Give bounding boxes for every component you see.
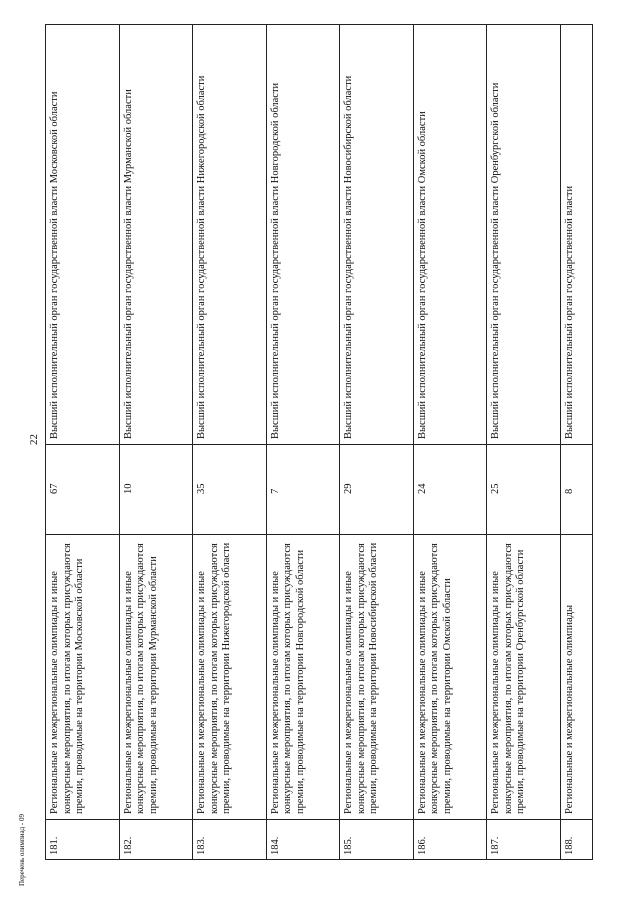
olympiad-name: Региональные и межрегиональные олимпиады и иные конкурсные мероприятия, по итогам которых присуждаются премии, проводимые на территории Нижегородской области	[193, 535, 267, 820]
olympiad-name: Региональные и межрегиональные олимпиады и иные конкурсные мероприятия, по итогам которых присуждаются премии, проводимые на территории Омской области	[413, 535, 487, 820]
olympiad-name: Региональные и межрегиональные олимпиады	[560, 535, 592, 820]
olympiad-count: 35	[193, 445, 267, 535]
olympiad-name: Региональные и межрегиональные олимпиады и иные конкурсные мероприятия, по итогам которых присуждаются премии, проводимые на территории Мурманской области	[119, 535, 193, 820]
organizer: Высший исполнительный орган государственной власти Мурманской области	[119, 25, 193, 445]
olympiad-count: 67	[46, 445, 120, 535]
table-row	[266, 25, 340, 860]
olympiad-table	[45, 24, 593, 860]
olympiad-count: 8	[560, 445, 592, 535]
table-row	[560, 25, 592, 860]
row-number: 183.	[193, 820, 267, 860]
organizer: Высший исполнительный орган государственной власти Новосибирской области	[340, 25, 414, 445]
olympiad-name: Региональные и межрегиональные олимпиады и иные конкурсные мероприятия, по итогам которых присуждаются премии, проводимые на территории Новгородской области	[266, 535, 340, 820]
olympiad-count: 10	[119, 445, 193, 535]
table-row	[340, 25, 414, 860]
table-row	[193, 25, 267, 860]
table-row	[46, 25, 120, 860]
table-row	[413, 25, 487, 860]
olympiad-count: 25	[487, 445, 561, 535]
organizer: Высший исполнительный орган государственной власти Омской области	[413, 25, 487, 445]
olympiad-count: 7	[266, 445, 340, 535]
row-number: 188.	[560, 820, 592, 860]
organizer: Высший исполнительный орган государственной власти Нижегородской области	[193, 25, 267, 445]
olympiad-name: Региональные и межрегиональные олимпиады и иные конкурсные мероприятия, по итогам которых присуждаются премии, проводимые на территории Московской области	[46, 535, 120, 820]
page-number: 22	[28, 434, 40, 445]
organizer: Высший исполнительный орган государственной власти Новгородской области	[266, 25, 340, 445]
row-number: 184.	[266, 820, 340, 860]
row-number: 182.	[119, 820, 193, 860]
olympiad-table-rotated	[45, 25, 593, 860]
row-number: 185.	[340, 820, 414, 860]
footer-note: Перечень олимпиад - 09	[18, 814, 26, 886]
row-number: 187.	[487, 820, 561, 860]
row-number: 186.	[413, 820, 487, 860]
organizer: Высший исполнительный орган государственной власти	[560, 25, 592, 445]
row-number: 181.	[46, 820, 120, 860]
table-row	[119, 25, 193, 860]
olympiad-name: Региональные и межрегиональные олимпиады и иные конкурсные мероприятия, по итогам которых присуждаются премии, проводимые на территории Новосибирской области	[340, 535, 414, 820]
table-row	[487, 25, 561, 860]
organizer: Высший исполнительный орган государственной власти Московской области	[46, 25, 120, 445]
olympiad-name: Региональные и межрегиональные олимпиады и иные конкурсные мероприятия, по итогам которых присуждаются премии, проводимые на территории Оренбургской области	[487, 535, 561, 820]
olympiad-count: 24	[413, 445, 487, 535]
organizer: Высший исполнительный орган государственной власти Оренбургской области	[487, 25, 561, 445]
olympiad-count: 29	[340, 445, 414, 535]
